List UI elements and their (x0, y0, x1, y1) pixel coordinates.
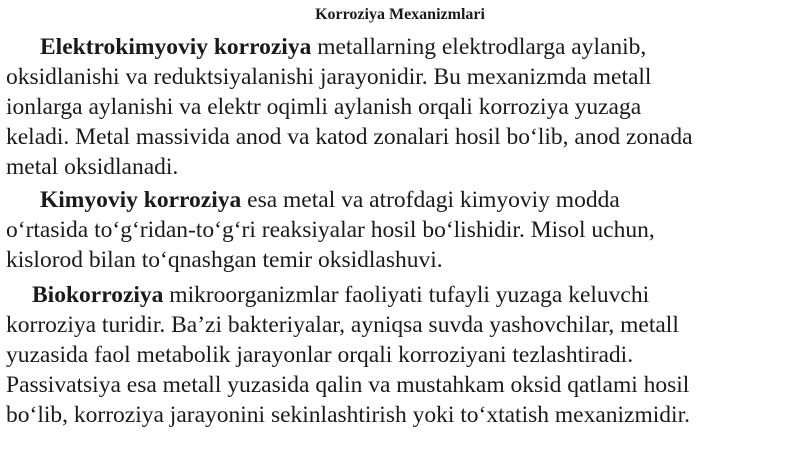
document-title: Korroziya Mexanizmlari (315, 6, 485, 23)
paragraph-line: korroziya turidir. Ba’zi bakteriyalar, ayniqsa suvda yashovchilar, metall (6, 312, 679, 338)
paragraph-line: yuzasida faol metabolik jarayonlar orqali korroziyani tezlashtiradi. (6, 342, 634, 368)
term-biocorrosion: Biokorroziya (32, 282, 164, 308)
paragraph-line (6, 32, 796, 62)
paragraph-line: ionlarga aylanishi va elektr oqimli aylanish orqali korroziya yuzaga (6, 94, 642, 120)
paragraph-chemical-corrosion (6, 185, 796, 275)
term-electrochemical-corrosion: Elektrokimyoviy korroziya (40, 34, 312, 60)
paragraph-line: o‘rtasida to‘g‘ridan-to‘g‘ri reaksiyalar hosil bo‘lishidir. Misol uchun, (6, 217, 655, 243)
paragraph-line (6, 280, 796, 310)
paragraph-line (6, 185, 796, 215)
paragraph-line: bo‘lib, korroziya jarayonini sekinlashtirish yoki to‘xtatish mexanizmidir. (6, 402, 690, 428)
paragraph-line: kislorod bilan to‘qnashgan temir oksidlashuvi. (6, 247, 443, 273)
paragraph-biocorrosion (6, 280, 796, 430)
term-chemical-corrosion: Kimyoviy korroziya (40, 187, 242, 213)
paragraph-text: metallarning elektrodlarga aylanib, (311, 34, 647, 60)
paragraph-text: esa metal va atrofdagi kimyoviy modda (241, 187, 620, 213)
paragraph-line: Passivatsiya esa metall yuzasida qalin va mustahkam oksid qatlami hosil (6, 372, 690, 398)
paragraph-line: keladi. Metal massivida anod va katod zonalari hosil bo‘lib, anod zonada (6, 124, 693, 150)
paragraph-line: oksidlanishi va reduktsiyalanishi jarayonidir. Bu mexanizmda metall (6, 64, 652, 90)
paragraph-line: metal oksidlanadi. (6, 154, 179, 180)
paragraph-electrochemical-corrosion (6, 32, 796, 182)
paragraph-text: mikroorganizmlar faoliyati tufayli yuzaga keluvchi (163, 282, 650, 308)
